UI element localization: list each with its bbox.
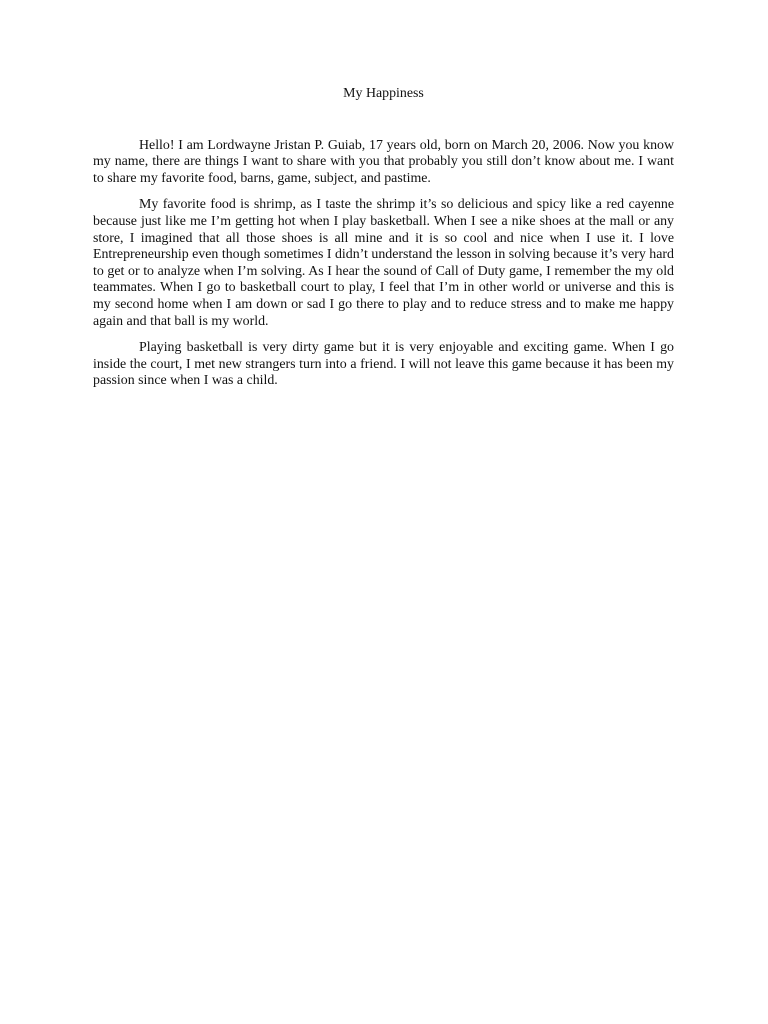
- document-title: My Happiness: [343, 86, 424, 101]
- paragraph-intro: Hello! I am Lordwayne Jristan P. Guiab, 17 years old, born on March 20, 2006. Now you know my name, there are things I want to share with you that probably you still don’t know about me. I want to share my favorite food, barns, game, subject, and pastime.: [93, 137, 674, 186]
- paragraph-basketball: Playing basketball is very dirty game but it is very enjoyable and exciting game. When I go inside the court, I met new strangers turn into a friend. I will not leave this game because it has been my passion since when I was a child.: [93, 340, 674, 389]
- paragraph-favorites: My favorite food is shrimp, as I taste the shrimp it’s so delicious and spicy like a red cayenne because just like me I’m getting hot when I play basketball. When I see a nike shoes at the mall or any store, I imagined that all those shoes is all mine and it is so cool and nice when I use it. I love Entrepreneurship even though sometimes I didn’t understand the lesson in solving because it’s very hard to get or to analyze when I’m solving. As I hear the sound of Call of Duty game, I remember the my old teammates. When I go to basketball court to play, I feel that I’m in other world or universe and this is my second home when I am down or sad I go there to play and to reduce stress and to make me happy again and that ball is my world.: [93, 197, 674, 329]
- document-body: [93, 86, 674, 400]
